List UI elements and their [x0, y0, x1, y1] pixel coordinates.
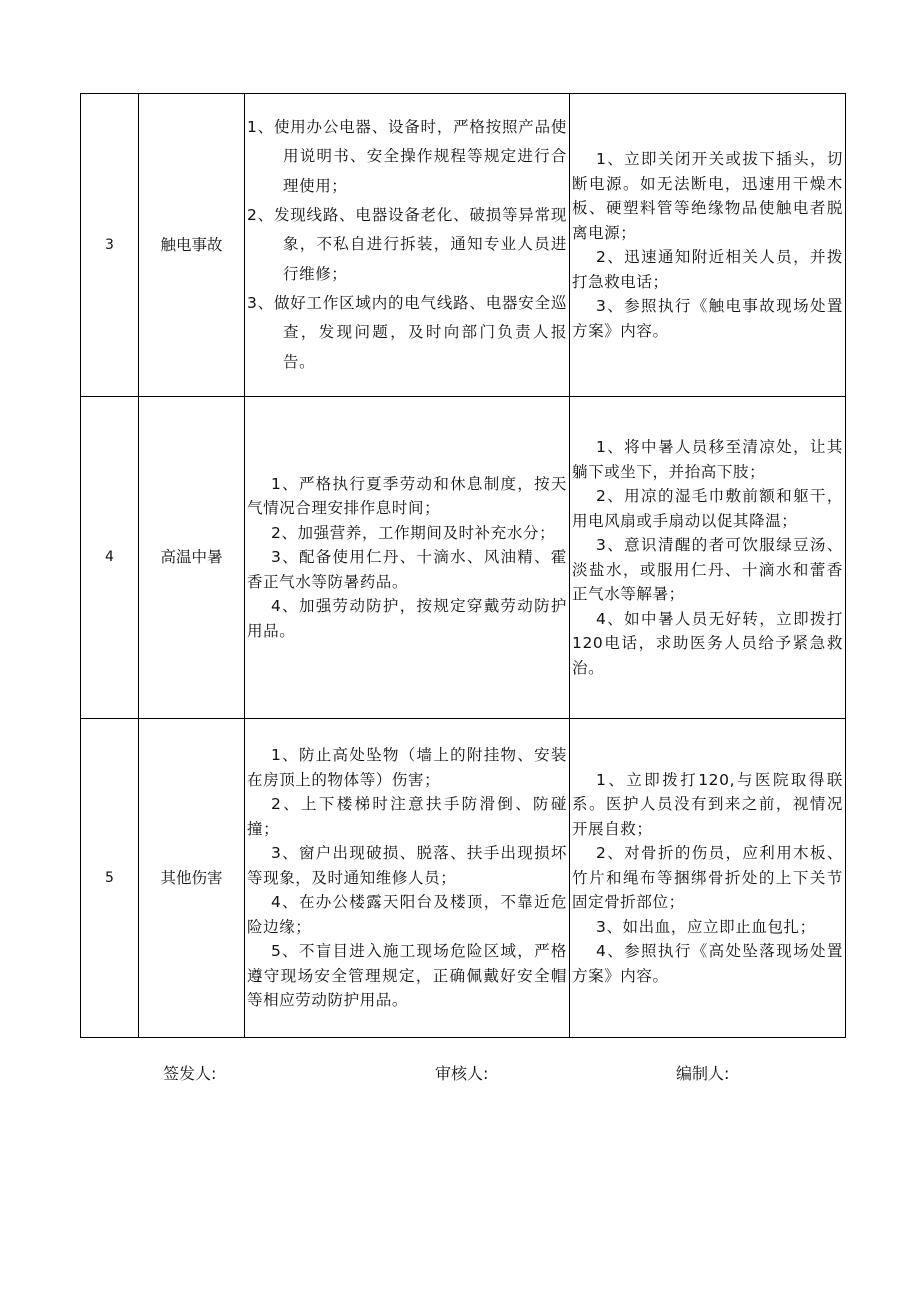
measure-item: 5、不盲目进入施工现场危险区域，严格遵守现场安全管理规定，正确佩戴好安全帽等相应劳动防护用品。 [247, 942, 567, 1010]
measure-item: 1、严格执行夏季劳动和休息制度，按天气情况合理安排作息时间； [247, 474, 567, 518]
cell-number: 3 [81, 94, 139, 397]
cell-preventive-measures [245, 719, 570, 1038]
cell-emergency-response [570, 94, 846, 397]
table-row [81, 719, 846, 1038]
footer-reviewer-label: 审核人: [435, 1064, 489, 1083]
cell-hazard-type: 其他伤害 [139, 719, 245, 1038]
measure-item: 3、窗户出现破损、脱落、扶手出现损坏等现象，及时通知维修人员； [247, 844, 567, 887]
response-item: 1、将中暑人员移至清凉处，让其躺下或坐下，并抬高下肢； [572, 438, 843, 481]
response-item: 1、立即关闭开关或拔下插头，切断电源。如无法断电，迅速用干燥木板、硬塑料管等绝缘物品使触电者脱离电源； [572, 150, 843, 242]
response-item: 2、迅速通知附近相关人员，并拨打急救电话； [572, 248, 843, 291]
response-item: 3、参照执行《触电事故现场处置方案》内容。 [572, 297, 843, 340]
cell-emergency-response [570, 397, 846, 719]
response-item: 2、用凉的湿毛巾敷前额和躯干，用电风扇或手扇动以促其降温； [572, 487, 843, 530]
measure-item: 1、防止高处坠物（墙上的附挂物、安装在房顶上的物体等）伤害； [247, 746, 567, 789]
measure-item: 1、使用办公电器、设备时，严格按照产品使用说明书、安全操作规程等规定进行合理使用； [247, 118, 567, 195]
table-row [81, 397, 846, 719]
measure-item: 2、上下楼梯时注意扶手防滑倒、防碰撞； [247, 795, 567, 838]
cell-emergency-response [570, 719, 846, 1038]
measure-item: 3、做好工作区域内的电气线路、电器安全巡查，发现问题，及时向部门负责人报告。 [247, 293, 567, 371]
cell-number: 4 [81, 397, 139, 719]
footer-compiler-label: 编制人: [676, 1064, 730, 1083]
cell-number: 5 [81, 719, 139, 1038]
cell-preventive-measures [245, 397, 570, 719]
table-row [81, 94, 846, 397]
response-item: 4、参照执行《高处坠落现场处置方案》内容。 [572, 942, 843, 985]
response-item: 4、如中暑人员无好转，立即拨打120电话，求助医务人员给予紧急救治。 [572, 609, 843, 677]
response-item: 3、意识清醒的者可饮服绿豆汤、淡盐水，或服用仁丹、十滴水和蕾香正气水等解暑； [572, 536, 843, 603]
response-item: 3、如出血，应立即止血包扎； [596, 917, 816, 936]
measure-item: 2、发现线路、电器设备老化、破损等异常现象，不私自进行拆装，通知专业人员进行维修； [247, 206, 567, 283]
measure-item: 4、在办公楼露天阳台及楼顶，不靠近危险边缘； [247, 893, 567, 936]
footer-issuer-label: 签发人: [163, 1064, 217, 1083]
cell-preventive-measures [245, 94, 570, 397]
measure-item: 4、加强劳动防护，按规定穿戴劳动防护用品。 [247, 597, 567, 640]
hazard-table [80, 93, 846, 1038]
response-item: 2、对骨折的伤员，应利用木板、竹片和绳布等捆绑骨折处的上下关节固定骨折部位； [572, 844, 843, 912]
measure-item: 2、加强营养，工作期间及时补充水分； [271, 523, 556, 542]
response-item: 1、立即拨打120,与医院取得联系。医护人员没有到来之前，视情况开展自救； [572, 770, 843, 838]
cell-hazard-type: 高温中暑 [139, 397, 245, 719]
cell-hazard-type: 触电事故 [139, 94, 245, 397]
measure-item: 3、配备使用仁丹、十滴水、风油精、霍香正气水等防暑药品。 [247, 548, 567, 591]
